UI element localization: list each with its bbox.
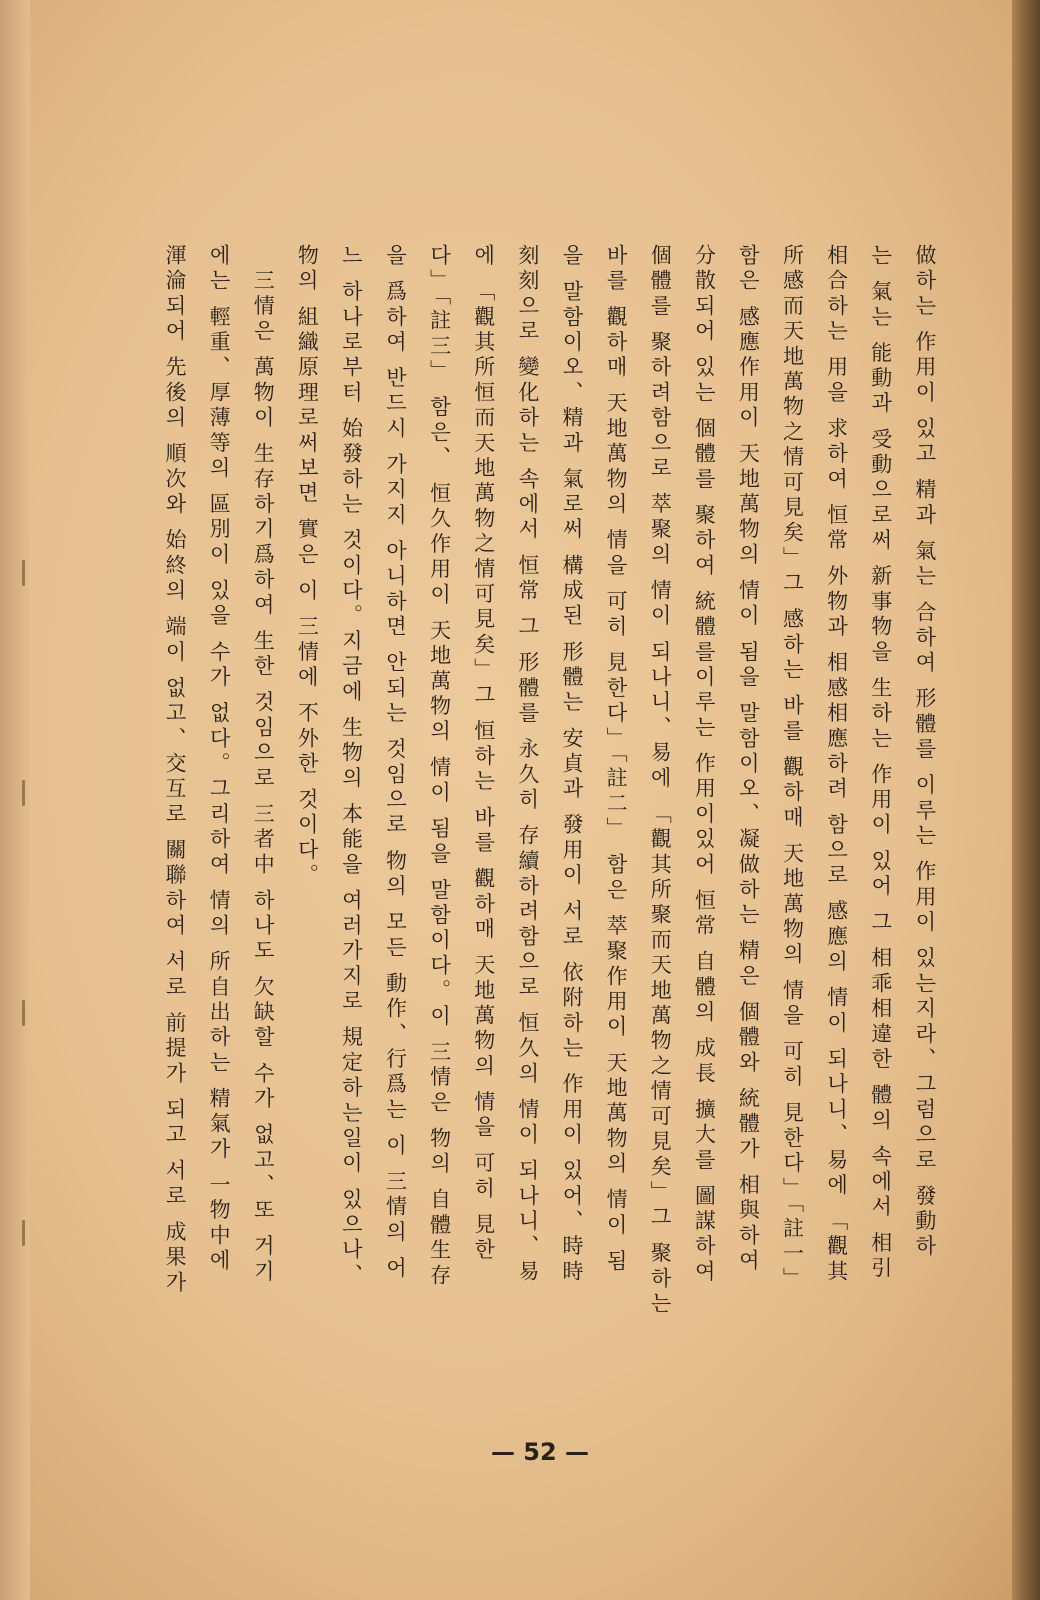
text-line: 에는 輕重、厚薄等의 區別이 있을 수가 없다。그리하여 情의 所自出하는 精氣가 一物中에 xyxy=(207,244,232,1275)
binding-stitch xyxy=(22,1220,25,1246)
page-number: — 52 — xyxy=(490,1438,590,1466)
text-line: 個體를 聚하려함으로 萃聚의 情이 되나니、易에 「觀其所聚而天地萬物之情可見矣」그 聚하는 xyxy=(648,244,673,1318)
text-line: 는 氣는 能動과 受動으로써 新事物을 生하는 作用이 있어 그 相乖相違한 體의 속에서 相引 xyxy=(868,244,893,1282)
binding-stitch xyxy=(22,560,25,586)
text-line: 所感而天地萬物之情可見矣」그 感하는 바를 觀하매 天地萬物의 情을 可히 見한다」「註一」 xyxy=(780,244,805,1293)
binding-stitch xyxy=(22,780,25,806)
page-binding xyxy=(0,0,30,1600)
page-edge xyxy=(1012,0,1040,1600)
text-line: 物의 組織原理로써보면 實은 이 三情에 不外한 것이다。 xyxy=(295,244,320,889)
text-line: 다」「註三」 함은、 恒久作用이 天地萬物의 情이 됨을 말함이다。이 三情은 物의 自體生存 xyxy=(427,244,452,1289)
text-line: 渾淪되어 先後의 順次와 始終의 端이 없고、交互로 關聯하여 서로 前提가 되고 서로 成果가 xyxy=(163,244,187,1297)
text-line: 함은 感應作用이 天地萬物의 情이 됨을 말함이오、凝做하는 精은 個體와 統體가 相與하여 xyxy=(736,244,761,1275)
text-line: 을 말함이오、精과 氣로써 構成된 形體는 安貞과 發用이 서로 依附하는 作用이 있어、時時 xyxy=(559,244,584,1286)
text-line: 相合하는 用을 求하여 恒常 外物과 相感相應하려 함으로 感應의 情이 되나니、易에 「觀其 xyxy=(824,244,849,1286)
text-line: 에 「觀其所恒而天地萬物之情可見矣」그 恒하는 바를 觀하매 天地萬物의 情을 可히 見한 xyxy=(471,244,496,1264)
text-line: 刻刻으로 變化하는 속에서 恒常 그 形體를 永久히 存續하려함으로 恒久의 情이 되나니、易 xyxy=(515,244,540,1286)
text-line: 느 하나로부터 始發하는 것이다。지금에 生物의 本能을 여러가지로 規定하는일이 있으나、 xyxy=(339,244,364,1289)
text-line: 三情은 萬物이 生存하기爲하여 生한 것임으로 三者中 하나도 欠缺할 수가 없고、또 거기 xyxy=(251,244,276,1286)
vertical-text-block xyxy=(160,244,940,1424)
text-line: 바를 觀하매 天地萬物의 情을 可히 見한다」「註二」 함은 萃聚作用이 天地萬物의 情이 됨 xyxy=(604,244,629,1275)
text-line: 을 爲하여 반드시 가지지 아니하면 안되는 것임으로 物의 모든 動作、行爲는 이 三情의 어 xyxy=(383,244,408,1282)
text-line: 做하는 作用이 있고 精과 氣는 合하여 形體를 이루는 作用이 있는지라、그럼으로 發動하 xyxy=(912,244,937,1260)
text-line: 分散되어 있는 個體를 聚하여 統體를이루는 作用이있어 恒常 自體의 成長 擴大를 圖謀하여 xyxy=(692,244,717,1286)
binding-stitch xyxy=(22,1000,25,1026)
